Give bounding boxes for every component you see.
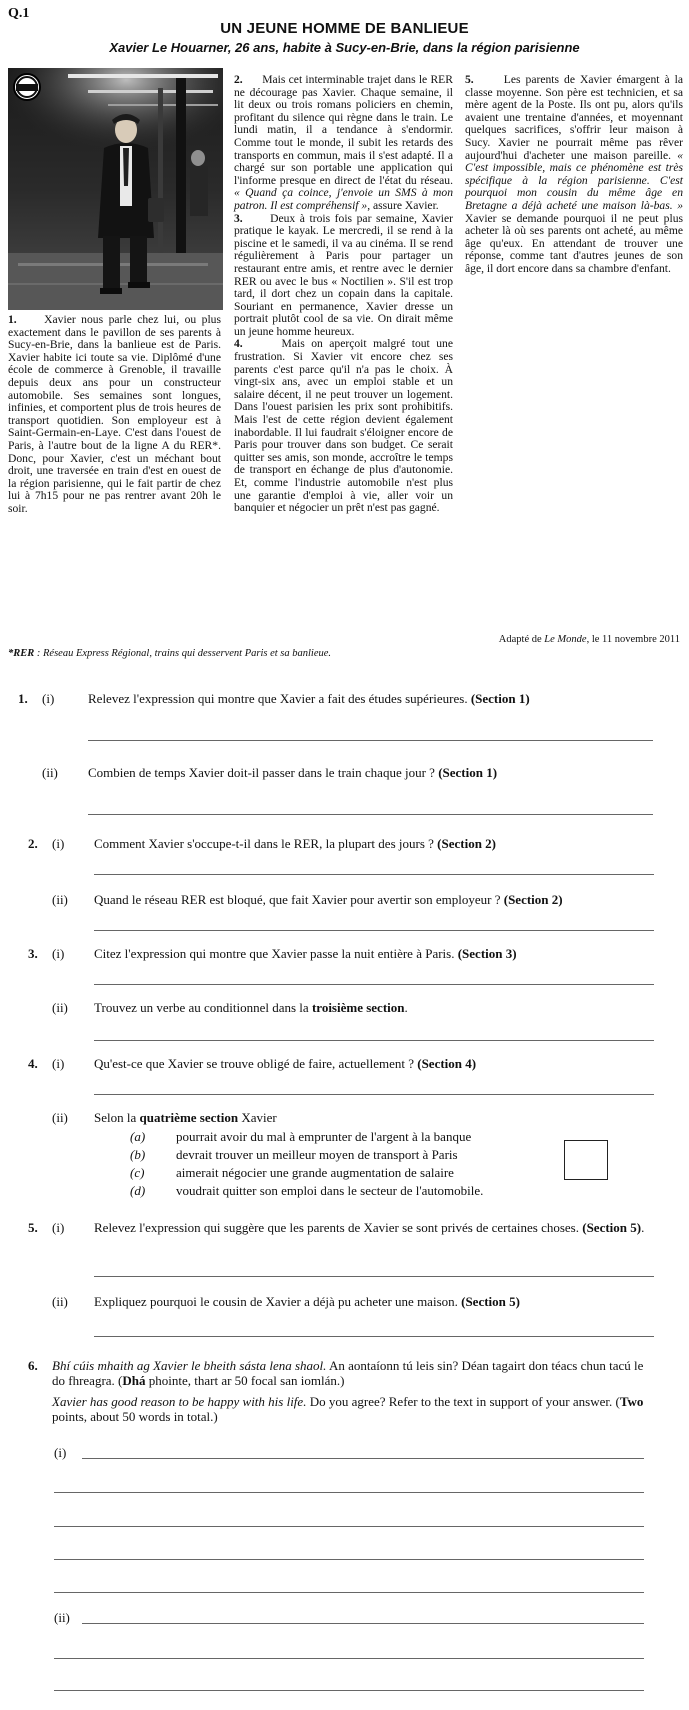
- answer-line[interactable]: [94, 1094, 654, 1095]
- option-text: devrait trouver un meilleur moyen de transport à Paris: [176, 1147, 458, 1162]
- q5-i-text: Relevez l'expression qui suggère que les parents de Xavier se sont privés de certaines choses. (Section 5).: [94, 1220, 645, 1235]
- article-column-3: [465, 74, 683, 276]
- q6-english-text: Xavier has good reason to be happy with his life. Do you agree? Refer to the text in support of your answer. (Two points, about 50 words in total.): [52, 1394, 644, 1424]
- q2-ii-label: (ii): [52, 892, 68, 907]
- answer-line[interactable]: [94, 1040, 654, 1041]
- article-subtitle: Xavier Le Houarner, 26 ans, habite à Sucy-en-Brie, dans la région parisienne: [109, 40, 580, 55]
- q2-number: 2.: [28, 836, 38, 851]
- answer-line[interactable]: [54, 1592, 644, 1593]
- answer-line[interactable]: [88, 814, 653, 815]
- q3-i-text: Citez l'expression qui montre que Xavier passe la nuit entière à Paris. (Section 3): [94, 946, 517, 961]
- q6-irish-text: Bhí cúis mhaith ag Xavier le bheith sásta lena shaol. An aontaíonn tú leis sin? Déan tagairt don téacs chun tacú le do fhreagra. (Dhá phointe, thart ar 50 focal san iomlán.): [52, 1358, 644, 1388]
- q6-ii-label: (ii): [54, 1610, 70, 1625]
- section-number: 4.: [234, 337, 243, 351]
- source-citation: Adapté de Le Monde, le 11 novembre 2011: [498, 634, 680, 645]
- answer-box[interactable]: [564, 1140, 608, 1180]
- station-photo-image: [8, 68, 223, 310]
- article-column-2: [234, 74, 453, 515]
- q1-i-text: Relevez l'expression qui montre que Xavier a fait des études supérieures. (Section 1): [88, 691, 530, 706]
- answer-line[interactable]: [82, 1623, 644, 1624]
- section-text: Les parents de Xavier émargent à la classe moyenne. Son père est technicien, et sa mère agent de la Poste. Ils ont pu, alors qu'ils avaient une trentaine d'années, et moyennant quelques sacrifices, s'offrir leur maison à Sucy. Xavier ne pourrait même pas rêver aujourd'hui d'acheter une maison pareille.: [465, 73, 683, 162]
- q4-ii-text: Selon la quatrième section Xavier: [94, 1110, 277, 1125]
- q3-number: 3.: [28, 946, 38, 961]
- option-text: pourrait avoir du mal à emprunter de l'argent à la banque: [176, 1129, 472, 1144]
- q4-number: 4.: [28, 1056, 38, 1071]
- q4-ii-label: (ii): [52, 1110, 68, 1125]
- q4-i-text: Qu'est-ce que Xavier se trouve obligé de faire, actuellement ? (Section 4): [94, 1056, 477, 1071]
- q2-i-label: (i): [52, 836, 65, 851]
- section-text: Xavier nous parle chez lui, ou plus exactement dans le pavillon de ses parents à Sucy-en-Brie, dans la banlieue est de Paris. Xavier habite ici toute sa vie. Diplômé d'une école de commerce à Grenoble, il travaille depuis deux ans pour un constructeur automobile. Ses semaines sont longues, infinies, et comportent plus de trois heures de transport quotidien. Son employeur est à Saint-Germain-en-Laye. C'est dans l'ouest de Paris, à l'autre bout de la ligne A du RER*. Donc, pour Xavier, c'est un méchant bout droit, une traversée en train d'est en ouest de la région parisienne, qui le fait partir de chez lui à 7h15 pour ne pas rentrer avant 20h le soir.: [8, 313, 221, 515]
- q4-i-label: (i): [52, 1056, 65, 1071]
- option-label: (d): [130, 1183, 146, 1198]
- rer-footnote: *RER : Réseau Express Régional, trains qui desservent Paris et sa banlieue.: [8, 648, 332, 659]
- q1-number: 1.: [18, 691, 28, 706]
- answer-line[interactable]: [54, 1559, 644, 1560]
- q2-ii-text: Quand le réseau RER est bloqué, que fait Xavier pour avertir son employeur ? (Section 2): [94, 892, 563, 907]
- answer-line[interactable]: [82, 1458, 644, 1459]
- section-5: [465, 74, 683, 276]
- section-number: 3.: [234, 211, 243, 225]
- section-quote: « C'est impossible, mais ce phénomène est très spécifique à la région parisienne. C'est pourquoi mon cousin du même âge en Bretagne a déjà acheté une maison là-bas. »: [465, 148, 683, 212]
- answer-line[interactable]: [94, 874, 654, 875]
- section-text: Xavier se demande pourquoi il ne peut plus acheter là où ses parents ont acheté, au même âge qu'eux. En attendant de trouver une réponse, comme tant d'autres jeunes de son âge, il dort encore dans sa chambre d'enfant.: [465, 211, 683, 275]
- article-title: UN JEUNE HOMME DE BANLIEUE: [220, 20, 469, 37]
- q1-i-label: (i): [42, 691, 55, 706]
- section-1: [8, 314, 221, 516]
- q2-i-text: Comment Xavier s'occupe-t-il dans le RER, la plupart des jours ? (Section 2): [94, 836, 497, 851]
- answer-line[interactable]: [94, 930, 654, 931]
- answer-line[interactable]: [94, 1276, 654, 1277]
- option-label: (c): [130, 1165, 145, 1180]
- q6-i-label: (i): [54, 1445, 67, 1460]
- q3-ii-label: (ii): [52, 1000, 68, 1015]
- section-text: Mais on aperçoit malgré tout une frustration. Si Xavier vit encore chez ses parents c'est parce qu'il n'a pas le choix. À vingt-six ans, avec un emploi stable et un salaire décent, il ne peut trouver un logement. Dans l'ouest parisien les prix sont prohibitifs. Mais l'est de cette région devient également inabordable. Il lui faudrait s'éloigner encore de Paris pour trouver dans son budget. Ce serait quitter ses amis, son monde, accroître le temps de transport en échange de plus d'autonomie. Et, comme l'industrie automobile n'est plus une garantie d'emploi à vie, aller voir un banquier et négocier un prêt n'est pas gagné.: [234, 337, 453, 515]
- section-quote: « Quand ça coince, j'envoie un SMS à mon patron. Il est compréhensif »: [234, 186, 453, 212]
- article-photo: [8, 68, 223, 310]
- section-number: 2.: [234, 73, 243, 86]
- q5-i-label: (i): [52, 1220, 65, 1235]
- section-text: Mais cet interminable trajet dans le RER ne décourage pas Xavier. Chaque semaine, il lit deux ou trois romans policiers en chemin, profitant du silence qui règne dans le train. Le lundi matin, il a tendance à s'endormir. Comme tout le monde, il subit les retards des transports en commun, mais il s'est adapté. Il a chargé sur son portable une application qui l'informe presque en direct de l'état du réseau.: [234, 73, 454, 187]
- q5-ii-label: (ii): [52, 1294, 68, 1309]
- option-label: (a): [130, 1129, 146, 1144]
- answer-line[interactable]: [94, 984, 654, 985]
- answer-line[interactable]: [54, 1492, 644, 1493]
- option-text: voudrait quitter son emploi dans le secteur de l'automobile.: [176, 1183, 484, 1198]
- question-number: Q.1: [8, 6, 30, 21]
- answer-line[interactable]: [54, 1658, 644, 1659]
- q1-ii-label: (ii): [42, 765, 58, 780]
- q5-ii-text: Expliquez pourquoi le cousin de Xavier a déjà pu acheter une maison. (Section 5): [94, 1294, 520, 1309]
- answer-line[interactable]: [54, 1690, 644, 1691]
- answer-line[interactable]: [88, 740, 653, 741]
- option-text: aimerait négocier une grande augmentation de salaire: [176, 1165, 454, 1180]
- q3-ii-text: Trouvez un verbe au conditionnel dans la troisième section.: [94, 1000, 408, 1015]
- answer-line[interactable]: [94, 1336, 654, 1337]
- q3-i-label: (i): [52, 946, 65, 961]
- rer-logo-icon: [12, 72, 42, 102]
- section-2: [234, 74, 453, 213]
- section-number: 1.: [8, 313, 17, 326]
- option-label: (b): [130, 1147, 146, 1162]
- q6-number: 6.: [28, 1358, 38, 1373]
- section-number: 5.: [465, 73, 474, 86]
- section-4: [234, 338, 453, 514]
- section-3: [234, 213, 453, 339]
- q1-ii-text: Combien de temps Xavier doit-il passer dans le train chaque jour ? (Section 1): [88, 765, 498, 780]
- answer-line[interactable]: [54, 1526, 644, 1527]
- section-text: , assure Xavier.: [367, 198, 439, 212]
- article-column-1: [8, 314, 221, 516]
- q5-number: 5.: [28, 1220, 38, 1235]
- section-text: Deux à trois fois par semaine, Xavier pratique le kayak. Le mercredi, il se rend à la piscine et le samedi, il va au cinéma. Il se rend régulièrement à Paris pour partager un restaurant entre amis, et rentre avec le dernier RER ou avec le bus « Noctilien ». S'il est trop tard, il dort chez un copain dans la capitale. Souriant en permanence, Xavier dresse un portrait plutôt cool de sa vie. On dirait même un jeune homme heureux.: [234, 211, 453, 338]
